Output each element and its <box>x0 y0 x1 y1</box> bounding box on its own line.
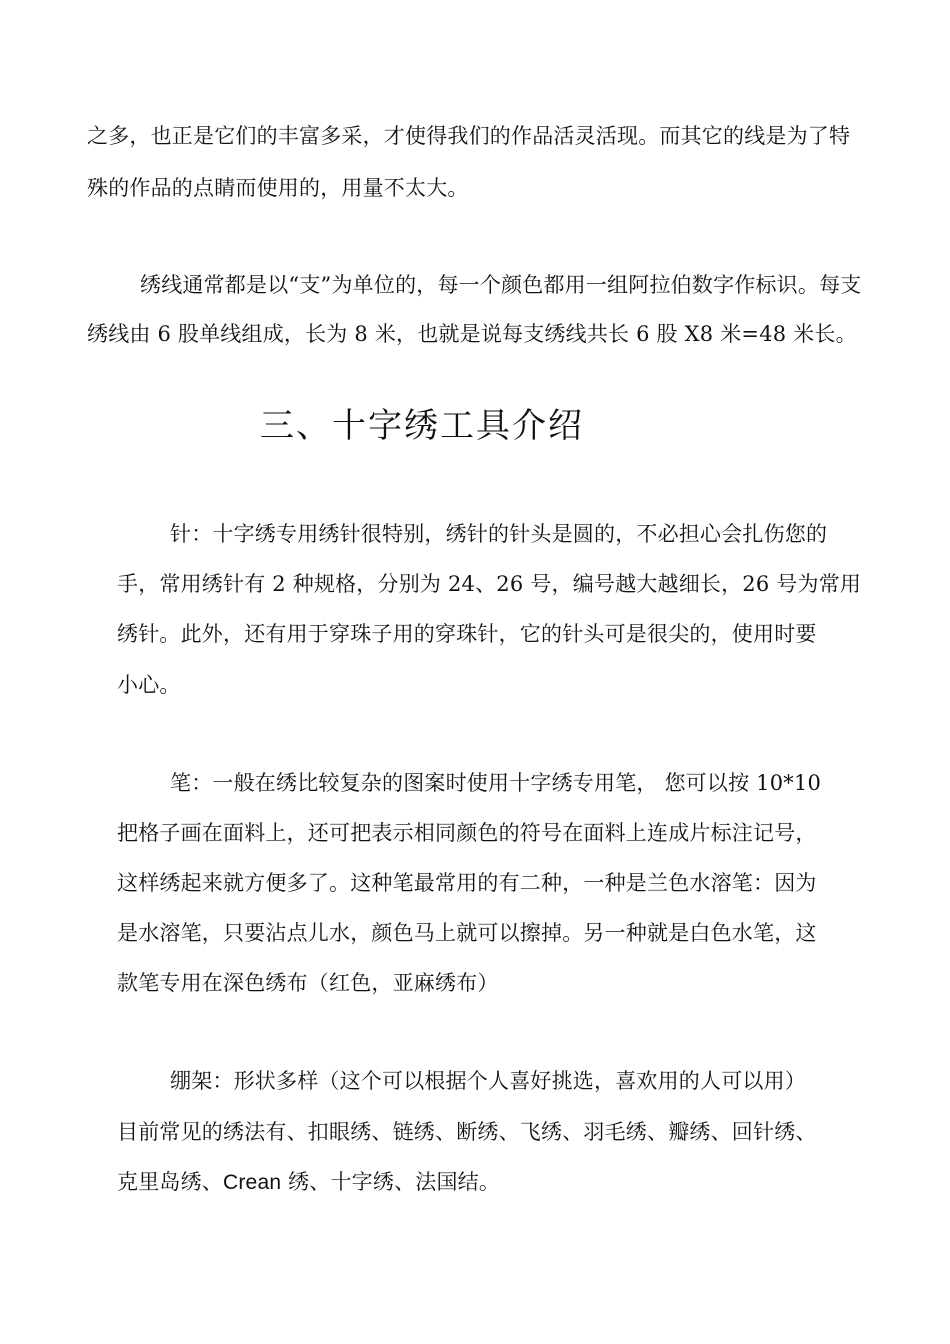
frame-paragraph-line-2: 目前常见的绣法有、扣眼绣、链绣、断绣、飞绣、羽毛绣、瓣绣、回针绣、 <box>117 1120 817 1144</box>
pen-paragraph-line-2: 把格子画在面料上，还可把表示相同颜色的符号在面料上连成片标注记号， <box>117 821 817 845</box>
needle-paragraph-line-2: 手，常用绣针有 2 种规格，分别为 24、26 号，编号越大越细长，26 号为常用 <box>117 572 862 596</box>
needle-paragraph-line-3: 绣针。此外，还有用于穿珠子用的穿珠针，它的针头可是很尖的，使用时要 <box>117 622 817 646</box>
pen-paragraph-line-4: 是水溶笔，只要沾点儿水，颜色马上就可以擦掉。另一种就是白色水笔，这 <box>117 921 817 945</box>
pen-paragraph-line-5: 款笔专用在深色绣布（红色，亚麻绣布） <box>117 971 499 995</box>
intro-paragraph-1-line-1: 之多，也正是它们的丰富多采，才使得我们的作品活灵活现。而其它的线是为了特 <box>87 124 851 148</box>
needle-paragraph-line-1: 针：十字绣专用绣针很特别，绣针的针头是圆的，不必担心会扎伤您的 <box>170 522 828 546</box>
frame-paragraph-line-1: 绷架：形状多样（这个可以根据个人喜好挑选，喜欢用的人可以用） <box>170 1069 806 1093</box>
intro-paragraph-1-line-2: 殊的作品的点睛而使用的，用量不太大。 <box>87 176 469 200</box>
section-heading: 三、十字绣工具介绍 <box>260 406 584 446</box>
frame-line-3-latin: Crean <box>223 1171 282 1194</box>
needle-paragraph-line-4: 小心。 <box>117 673 181 697</box>
frame-line-3-suffix: 绣、十字绣、法国结。 <box>281 1170 501 1194</box>
pen-paragraph-line-1: 笔：一般在绣比较复杂的图案时使用十字绣专用笔， 您可以按 10*10 <box>170 771 822 795</box>
frame-paragraph-line-3 <box>117 1168 500 1197</box>
intro-paragraph-2-line-2: 绣线由 6 股单线组成，长为 8 米，也就是说每支绣线共长 6 股 X8 米=48 米长。 <box>87 322 857 346</box>
pen-paragraph-line-3: 这样绣起来就方便多了。这种笔最常用的有二种，一种是兰色水溶笔：因为 <box>117 871 817 895</box>
intro-paragraph-2-line-1: 绣线通常都是以“支”为单位的，每一个颜色都用一组阿拉伯数字作标识。每支 <box>140 273 862 297</box>
frame-line-3-prefix: 克里岛绣、 <box>117 1170 223 1194</box>
